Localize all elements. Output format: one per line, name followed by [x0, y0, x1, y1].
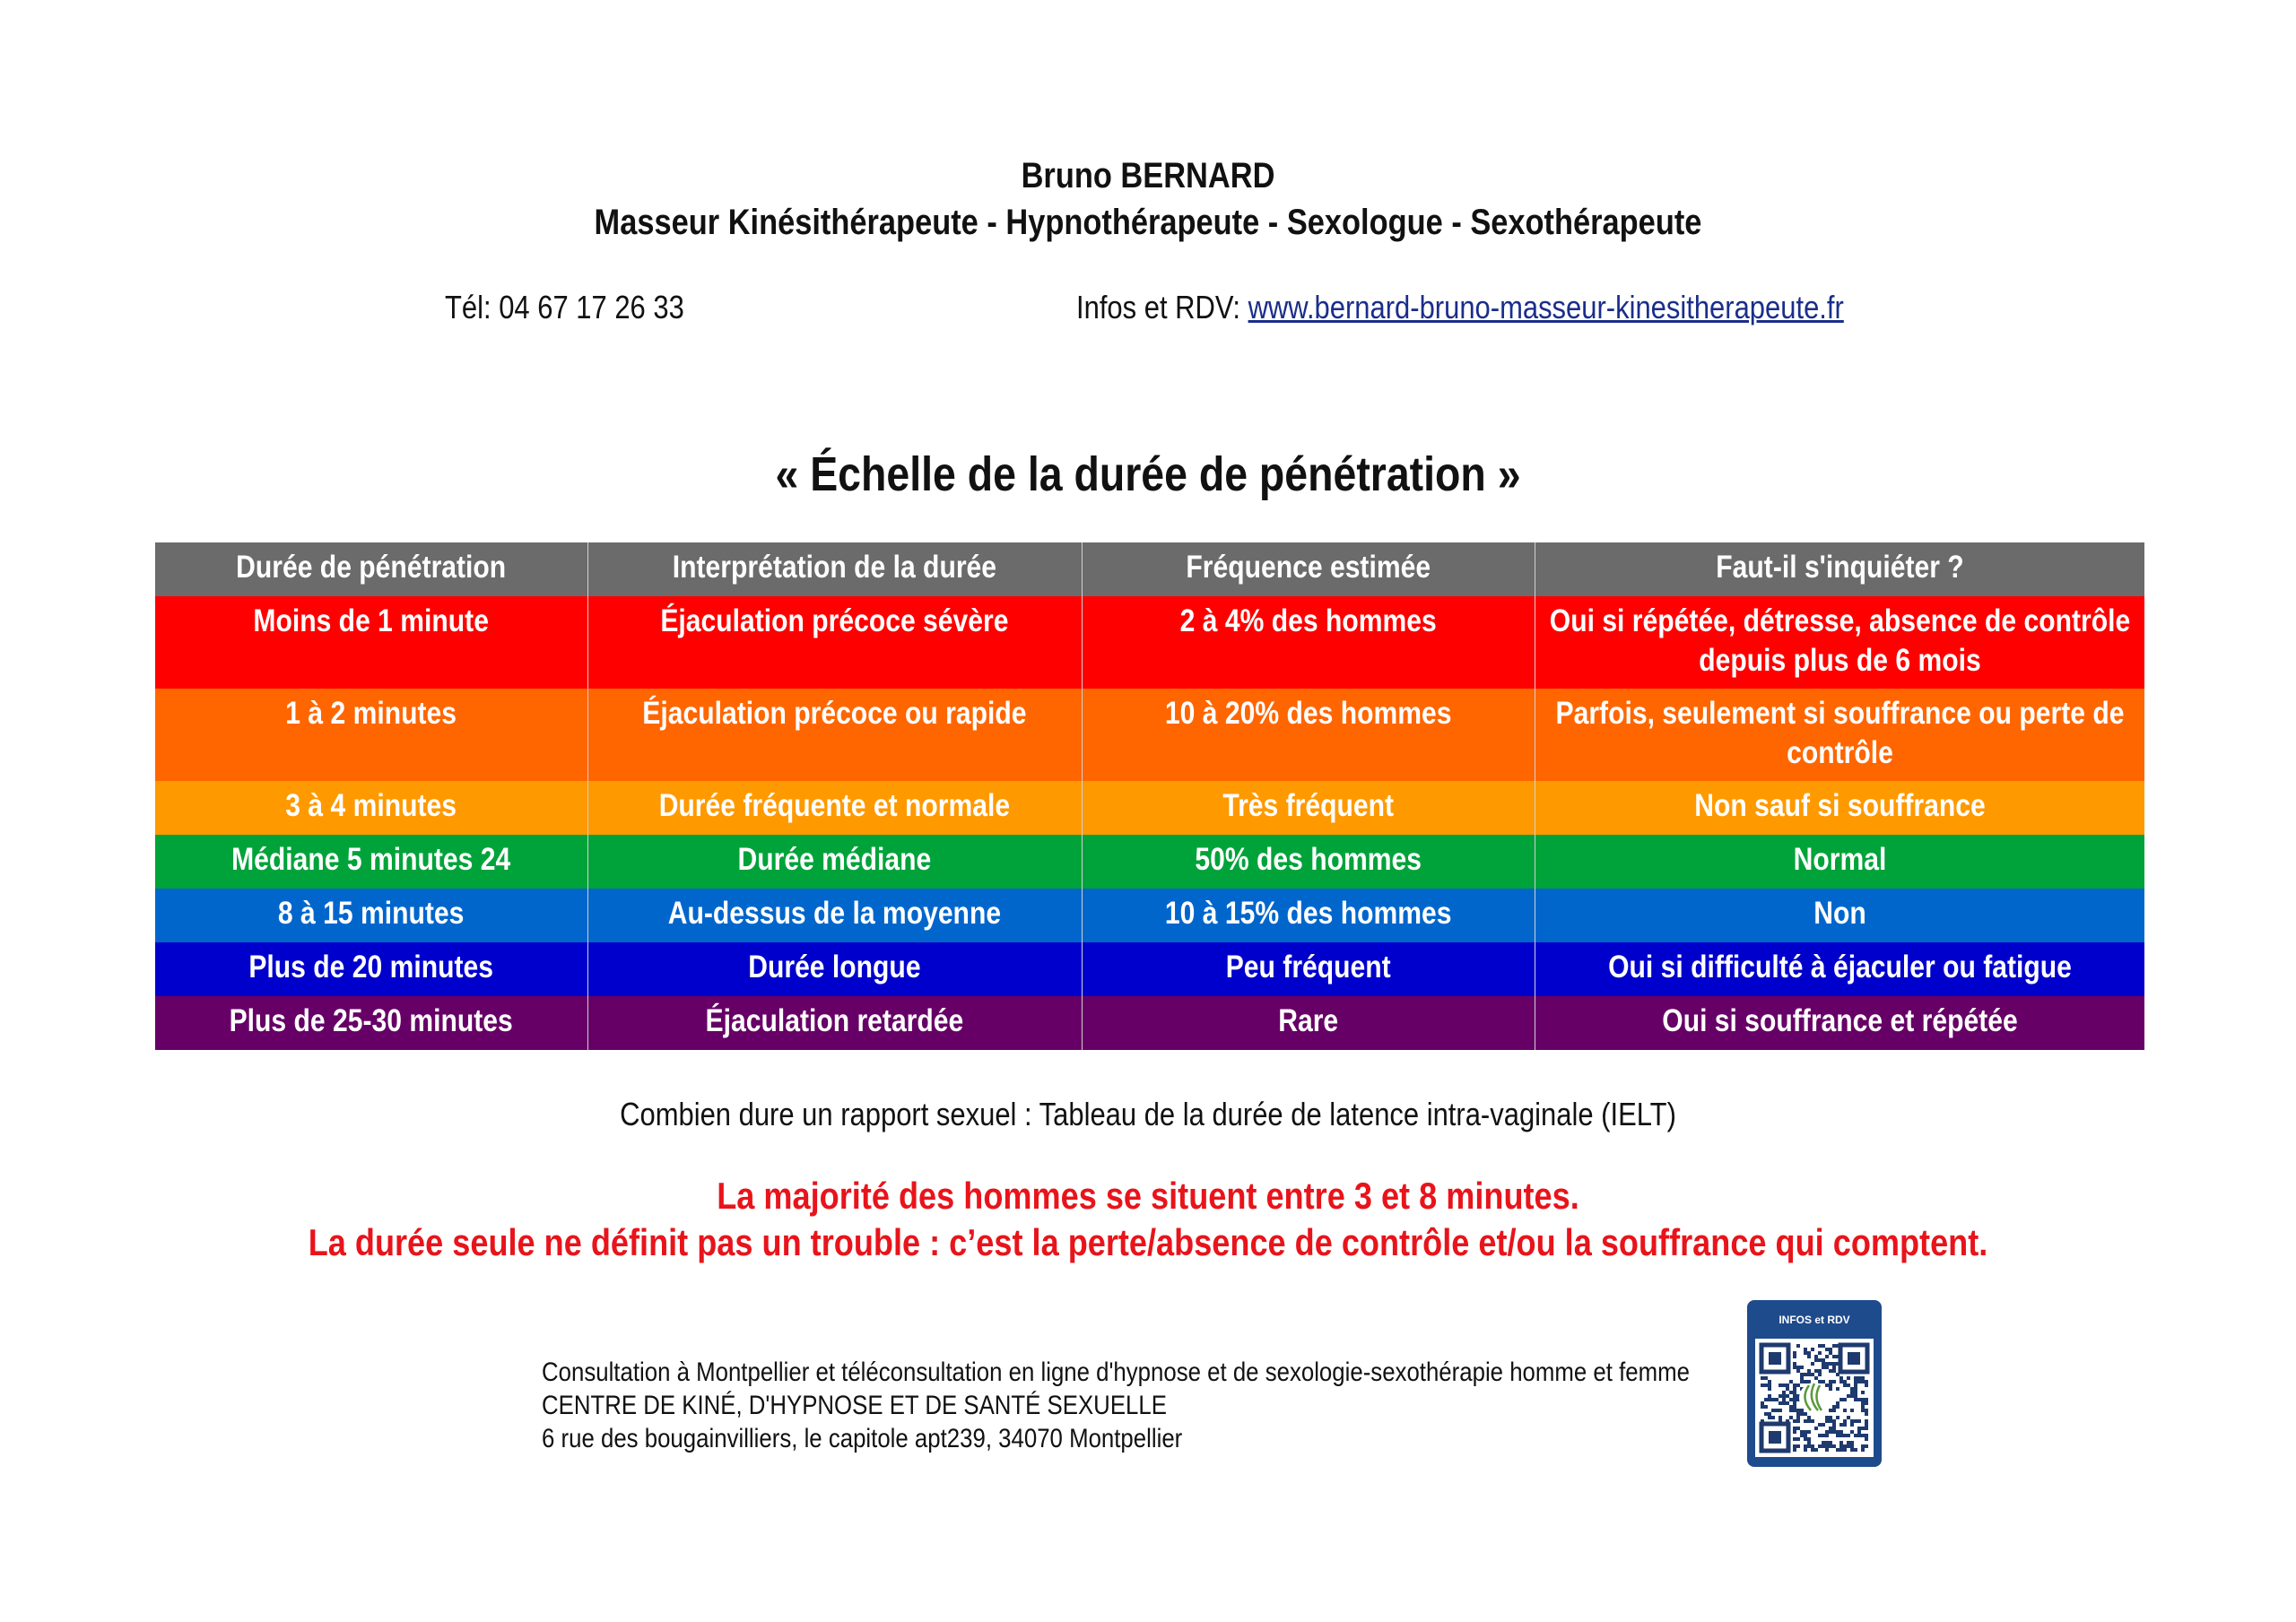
info-label: Infos et RDV:	[1076, 289, 1240, 325]
table-cell: Éjaculation retardée	[587, 996, 1082, 1050]
column-header: Fréquence estimée	[1082, 542, 1535, 596]
table-row	[155, 781, 2144, 835]
table-cell: Très fréquent	[1082, 781, 1535, 835]
document-title: « Échelle de la durée de pénétration »	[775, 447, 1521, 501]
table-caption: Combien dure un rapport sexuel : Tableau de la durée de latence intra-vaginale (IELT)	[620, 1096, 1676, 1132]
table-row	[155, 889, 2144, 942]
table-row	[155, 835, 2144, 889]
table-cell: Plus de 20 minutes	[155, 942, 587, 996]
phone-number: Tél: 04 67 17 26 33	[445, 289, 684, 325]
table-cell: Non	[1535, 889, 2144, 942]
table-cell: Éjaculation précoce ou rapide	[587, 689, 1082, 781]
table-cell: Au-dessus de la moyenne	[587, 889, 1082, 942]
table-cell: 8 à 15 minutes	[155, 889, 587, 942]
table-header-row	[155, 542, 2144, 596]
key-message-control: La durée seule ne définit pas un trouble : c’est la perte/absence de contrôle et/ou la souffrance qui comptent.	[308, 1221, 1988, 1263]
table-cell: 2 à 4% des hommes	[1082, 596, 1535, 689]
qr-code-icon	[1755, 1339, 1874, 1457]
duration-scale-table	[155, 542, 2144, 1050]
practitioner-name: Bruno BERNARD	[1021, 156, 1275, 195]
key-message-majority: La majorité des hommes se situent entre 3 et 8 minutes.	[717, 1175, 1579, 1217]
table-cell: Moins de 1 minute	[155, 596, 587, 689]
footer-consultation: Consultation à Montpellier et téléconsultation en ligne d'hypnose et de sexologie-sexothérapie homme et femme	[542, 1357, 1690, 1387]
table-cell: Normal	[1535, 835, 2144, 889]
table-cell: Parfois, seulement si souffrance ou perte de contrôle	[1535, 689, 2144, 781]
footer-address: 6 rue des bougainvilliers, le capitole apt239, 34070 Montpellier	[542, 1424, 1183, 1453]
table-cell: Médiane 5 minutes 24	[155, 835, 587, 889]
table-cell: Durée longue	[587, 942, 1082, 996]
column-header: Interprétation de la durée	[587, 542, 1082, 596]
info-row	[1076, 289, 1844, 326]
table-cell: Éjaculation précoce sévère	[587, 596, 1082, 689]
column-header: Faut-il s'inquiéter ?	[1535, 542, 2144, 596]
table-cell: Oui si souffrance et répétée	[1535, 996, 2144, 1050]
table-cell: Plus de 25-30 minutes	[155, 996, 587, 1050]
footer-center-name: CENTRE DE KINÉ, D'HYPNOSE ET DE SANTÉ SEXUELLE	[542, 1391, 1167, 1420]
table-cell: 1 à 2 minutes	[155, 689, 587, 781]
column-header: Durée de pénétration	[155, 542, 587, 596]
website-link[interactable]: www.bernard-bruno-masseur-kinesitherapeute.fr	[1248, 289, 1844, 325]
table-cell: Durée médiane	[587, 835, 1082, 889]
table-cell: Non sauf si souffrance	[1535, 781, 2144, 835]
table-cell: Durée fréquente et normale	[587, 781, 1082, 835]
table-cell: Rare	[1082, 996, 1535, 1050]
footer-address-block	[542, 1356, 1690, 1455]
table-cell: Oui si difficulté à éjaculer ou fatigue	[1535, 942, 2144, 996]
table-row	[155, 689, 2144, 781]
table-cell: 3 à 4 minutes	[155, 781, 587, 835]
table-cell: Peu fréquent	[1082, 942, 1535, 996]
table-cell: 10 à 20% des hommes	[1082, 689, 1535, 781]
table-row	[155, 996, 2144, 1050]
table-cell: Oui si répétée, détresse, absence de contrôle depuis plus de 6 mois	[1535, 596, 2144, 689]
qr-label: INFOS et RDV	[1779, 1314, 1850, 1326]
table-row	[155, 596, 2144, 689]
table-cell: 10 à 15% des hommes	[1082, 889, 1535, 942]
qr-card[interactable]	[1747, 1300, 1882, 1467]
table-cell: 50% des hommes	[1082, 835, 1535, 889]
practitioner-profession: Masseur Kinésithérapeute - Hypnothérapeute - Sexologue - Sexothérapeute	[594, 203, 1702, 242]
table-row	[155, 942, 2144, 996]
